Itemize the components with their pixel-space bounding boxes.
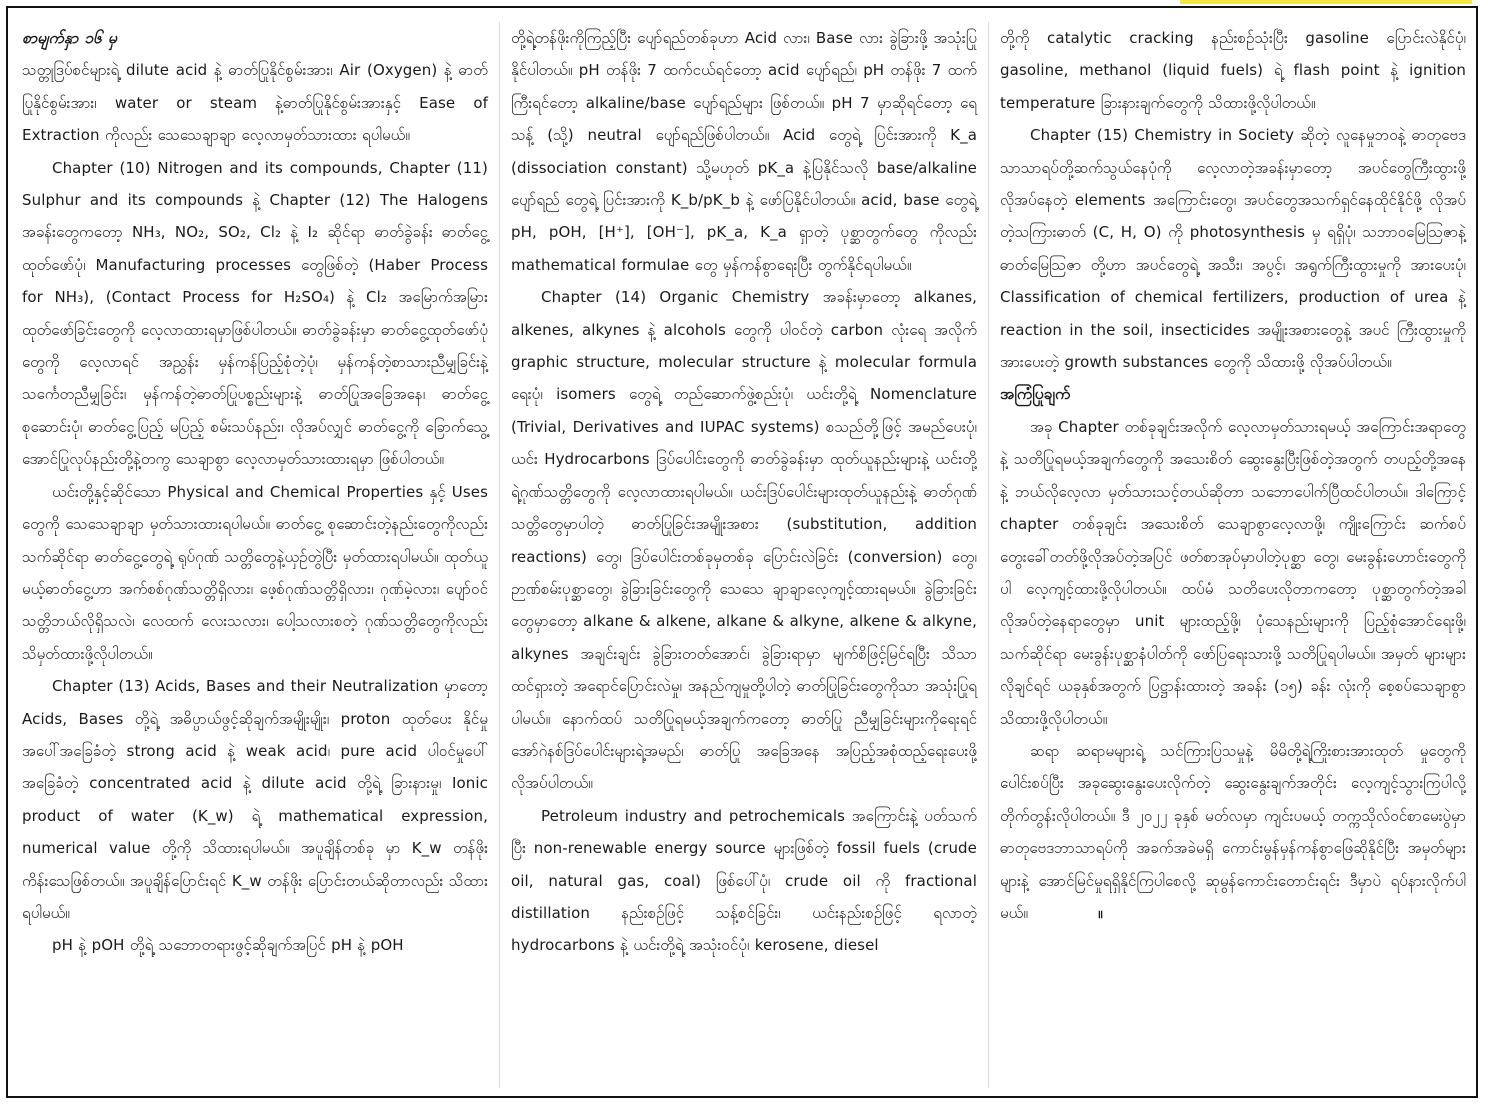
section-heading: အကြံပြုချက် <box>1000 385 1071 404</box>
column-divider-2 <box>988 22 989 1088</box>
paragraph: ယင်းတို့နှင့်ဆိုင်သော Physical and Chemical Properties နှင့် Uses တွေကို သေသေချာချာ မှတ်သားထားရပါမယ်။ ဓာတ်ငွေ့ စုဆောင်းတဲ့နည်းတွေကိုလည်း သက်ဆိုင်ရာ ဓာတ်ငွေ့တွေရဲ့ ရုပ်ဂုဏ် သတ္တိတွေနဲ့ယှဉ်တွဲပြီး မှတ်ထားရပါမယ်။ ထုတ်ယူမယ့်ဓာတ်ငွေ့ဟာ အက်စစ်ဂုဏ်သတ္တိရှိလား၊ ဖေ့စ်ဂုဏ်သတ္တိရှိလား၊ ဂုဏ်မဲ့လား၊ ပျော်ဝင် သတ္တိဘယ်လိုရှိသလဲ၊ လေထက် လေးသလား၊ ပေါ့သလားစတဲ့ ဂုဏ်သတ္တိတွေကိုလည်း သိမှတ်ထားဖို့လိုပါတယ်။ <box>22 482 488 663</box>
paragraph: သတ္တုဒြပ်စင်များရဲ့ dilute acid နဲ့ ဓာတ်ပြုနိုင်စွမ်းအား၊ Air (Oxygen) နဲ့ ဓာတ်ပြုနိုင်စွမ်းအား၊ water or steam နဲ့ဓာတ်ပြုနိုင်စွမ်းအားနှင့် Ease of Extraction ကိုလည်း သေသေချာချာ လေ့လာမှတ်သားထား ရပါမယ်။ <box>22 61 488 145</box>
column-divider-1 <box>499 22 500 1088</box>
paragraph-text: ဆရာ ဆရာမများရဲ့ သင်ကြားပြသမှုနဲ့ မိမိတို့ရဲ့ကြိုးစားအားထုတ် မှုတွေကို ပေါင်းစပ်ပြီး အခုဆွေးနွေးပေးလိုက်တဲ့ ဆွေးနွေးချက်အတိုင်း လေ့ကျင့်သွားကြပါလို့ တိုက်တွန်းလိုပါတယ်။ ဒီ ၂၀၂၂ ခုနှစ် မတ်လမှာ ကျင်းပမယ့် တက္ကသိုလ်ဝင်စာမေးပွဲမှာ ဓာတုဗေဒဘာသာရပ်ကို အခက်အခဲမရှိ ကောင်းမွန်မှန်ကန်စွာဖြေဆိုနိုင်ပြီး အမှတ်များများနဲ့ အောင်မြင်မှုရရှိနိုင်ကြပါစေလို့ ဆုမွန်ကောင်းတောင်းရင်း ဒီမှာပဲ ရပ်နားလိုက်ပါမယ်။ <box>1000 741 1466 922</box>
paragraph: Chapter (10) Nitrogen and its compounds, Chapter (11) Sulphur and its compounds နဲ့ Chapter (12) The Halogens အခန်းတွေကတော့ NH₃, NO₂, SO₂, Cl₂ နဲ့ I₂ ဆိုင်ရာ ဓာတ်ခွဲခန်း ဓာတ်ငွေ့ထုတ်ဖော်ပုံ၊ Manufacturing processes တွေဖြစ်တဲ့ (Haber Process for NH₃), (Contact Process for H₂SO₄) နဲ့ Cl₂ အမြောက်အမြား ထုတ်ဖော်ခြင်းတွေကို လေ့လာထားရမှာဖြစ်ပါတယ်။ ဓာတ်ခွဲခန်းမှာ ဓာတ်ငွေ့ထုတ်ဖော်ပုံတွေကို လေ့လာရင် အညွှန်း မှန်ကန်ပြည့်စုံတဲ့ပုံ၊ မှန်ကန်တဲ့စာသားညီမျှခြင်းနဲ့ သင်္ကေတညီမျှခြင်း၊ မှန်ကန်တဲ့ဓာတ်ပြုပစ္စည်းများနဲ့ ဓာတ်ပြုအခြေအနေ၊ ဓာတ်ငွေ့ စုဆောင်းပုံ၊ ဓာတ်ငွေ့ပြည့် မပြည့် စမ်းသပ်နည်း၊ လိုအပ်လျှင် ဓာတ်ငွေ့ကို ခြောက်သွေ့အောင်ပြုလုပ်နည်းတို့နဲ့တကွ သေချာစွာ လေ့လာမှတ်သားထားရမှာ ဖြစ်ပါတယ်။ <box>22 158 488 469</box>
paragraph: တို့ရဲ့တန်ဖိုးကိုကြည့်ပြီး ပျော်ရည်တစ်ခုဟာ Acid လား၊ Base လား ခွဲခြားဖို့ အသုံးပြုနိုင်ပါတယ်။ pH တန်ဖိုး 7 ထက်ငယ်ရင်တော့ acid ပျော်ရည်၊ pH တန်ဖိုး 7 ထက် ကြီးရင်တော့ alkaline/base ပျော်ရည်များ ဖြစ်တယ်။ pH 7 မှာဆိုရင်တော့ ရေသန့် (သို့) neutral ပျော်ရည်ဖြစ်ပါတယ်။ Acid တွေရဲ့ ပြင်းအားကို K_a (dissociation constant) သို့မဟုတ် pK_a နဲ့ပြနိုင်သလို base/alkaline ပျော်ရည် တွေရဲ့ ပြင်းအားကို K_b/pK_b နဲ့ ဖော်ပြနိုင်ပါတယ်။ acid, base တွေရဲ့ pH, pOH, [H⁺], [OH⁻], pK_a, K_a ရှာတဲ့ ပုစ္ဆာတွက်တွေ ကိုလည်း mathematical formulae တွေ မှန်ကန်စွာရေးပြီး တွက်နိုင်ရပါမယ်။ <box>511 29 977 274</box>
column-2 <box>511 22 977 962</box>
end-mark: ။ <box>1097 903 1103 922</box>
paragraph: တို့ကို catalytic cracking နည်းစဉ်သုံးပြီး gasoline ပြောင်းလဲနိုင်ပုံ၊ gasoline, methanol (liquid fuels) ရဲ့ flash point နဲ့ ignition temperature ခြားနားချက်တွေကို သိထားဖို့လိုပါတယ်။ <box>1000 29 1466 112</box>
top-accent-bar <box>1180 0 1472 4</box>
paragraph: Chapter (15) Chemistry in Society ဆိုတဲ့ လူနေမှုဘဝနဲ့ ဓာတုဗေဒသာသာရပ်တို့ဆက်သွယ်နေပုံကို လေ့လာတဲ့အခန်းမှာတော့ အပင်တွေကြီးထွားဖို့ လိုအပ်နေတဲ့ elements အကြောင်းတွေ၊ အပင်တွေအသက်ရှင်နေထိုင်နိုင်ဖို့ လိုအပ်တဲ့သကြားဓာတ် (C, H, O) ကို photosynthesis မှ ရရှိပုံ၊ သဘာဝမြေဩဇာနဲ့ ဓာတ်မြေဩဇာ တို့ဟာ အပင်တွေရဲ့ အသီး၊ အပွင့်၊ အရွက်ကြီးထွားမှုကို အားပေးပုံ၊ Classification of chemical fertilizers, production of urea နဲ့ reaction in the soil, insecticides အမျိုးအစားတွေနဲ့ အပင် ကြီးထွားမှုကို အားပေးတဲ့ growth substances တွေကို သိထားဖို့ လိုအပ်ပါတယ်။ <box>1000 126 1466 372</box>
paragraph <box>1000 735 1466 929</box>
continued-from-label: စာမျက်နှာ ၁၆ မှ <box>22 29 117 47</box>
paragraph: Chapter (14) Organic Chemistry အခန်းမှာတော့ alkanes, alkenes, alkynes နဲ့ alcohols တွေကို ပါဝင်တဲ့ carbon လုံးရေ အလိုက် graphic structure, molecular structure နဲ့ molecular formula ရေးပုံ၊ isomers တွေရဲ့ တည်ဆောက်ဖွဲ့စည်းပုံ၊ ယင်းတို့ရဲ့ Nomenclature (Trivial, Derivatives and IUPAC systems) စသည်တို့ဖြင့် အမည်ပေးပုံ၊ ယင်း Hydrocarbons ဒြပ်ပေါင်းတွေကို ဓာတ်ခွဲခန်းမှာ ထုတ်ယူနည်းများနဲ့ ယင်းတို့ရဲ့ဂုဏ်သတ္တိတွေကို လေ့လာထားရပါမယ်။ ယင်းဒြပ်ပေါင်းများထုတ်ယူနည်းနဲ့ ဓာတ်ဂုဏ် သတ္တိတွေမှာပါတဲ့ ဓာတ်ပြုခြင်းအမျိုးအစား (substitution, addition reactions) တွေ၊ ဒြပ်ပေါင်းတစ်ခုမှတစ်ခု ပြောင်းလဲခြင်း (conversion) တွေ၊ ဉာဏ်စမ်းပုစ္ဆာတွေ၊ ခွဲခြားခြင်းတွေကို သေသေ ချာချာလေ့ကျင့်ထားရမယ်။ ခွဲခြားခြင်းတွေမှာတော့ alkane & alkene, alkane & alkyne, alkene & alkyne, alkynes အချင်းချင်း ခွဲခြားတတ်အောင်၊ ခွဲခြားရာမှာ မျက်စိဖြင့်မြင်ရပြီး သိသာထင်ရှားတဲ့ အရောင်ပြောင်းလဲမှု၊ အနည်ကျမှုတို့ပါတဲ့ ဓာတ်ပြုခြင်းတွေကိုသာ အသုံးပြုရပါမယ်။ နောက်ထပ် သတိပြုရမယ့်အချက်ကတော့ ဓာတ်ပြု ညီမျှခြင်းများကိုရေးရင် အော်ဂဲနစ်ဒြပ်ပေါင်းများရဲ့အမည်၊ ဓာတ်ပြု အခြေအနေ အပြည့်အစုံထည့်ရေးပေးဖို့ လိုအပ်ပါတယ်။ <box>511 288 977 793</box>
paragraph: pH နဲ့ pOH တို့ရဲ့ သဘောတရားဖွင့်ဆိုချက်အပြင် pH နဲ့ pOH <box>52 936 404 955</box>
paragraph: အခု Chapter တစ်ခုချင်းအလိုက် လေ့လာမှတ်သားရမယ့် အကြောင်းအရာတွေနဲ့ သတိပြုရမယ့်အချက်တွေကို အသေးစိတ် ဆွေးနွေးပြီးဖြစ်တဲ့အတွက် တပည့်တို့အနေနဲ့ ဘယ်လိုလေ့လာ မှတ်သားသင့်တယ်ဆိုတာ သဘောပေါက်ပြီထင်ပါတယ်။ ဒါကြောင့် chapter တစ်ခုချင်း အသေးစိတ် သေချာစွာလေ့လာဖို့၊ ကျိုးကြောင်း ဆက်စပ်တွေးခေါ်တတ်ဖို့လိုအပ်တဲ့အပြင် ဖတ်စာအုပ်မှာပါတဲ့ပုစ္ဆာ တွေ၊ မေးခွန်းဟောင်းတွေကိုပါ လေ့ကျင့်ထားဖို့လိုပါတယ်။ ထပ်မံ သတိပေးလိုတာကတော့ ပုစ္ဆာတွက်တဲ့အခါ လိုအပ်တဲ့နေရာတွေမှာ unit များထည့်ဖို့၊ ပုံသေနည်းများကို ပြည့်စုံအောင်ရေးဖို့၊ သက်ဆိုင်ရာ မေးခွန်းပုစ္ဆာနံပါတ်ကို ဖော်ပြရေးသားဖို့ သတိပြုရပါမယ်။ အမှတ် များများလိုချင်ရင် ယခုနှစ်အတွက် ပြဋ္ဌာန်းထားတဲ့ အခန်း (၁၅) ခန်း လုံးကို စေ့စပ်သေချာစွာ သိထားဖို့လိုပါတယ်။ <box>1000 417 1466 728</box>
paragraph: Petroleum industry and petrochemicals အကြောင်းနဲ့ ပတ်သက်ပြီး non-renewable energy source များဖြစ်တဲ့ fossil fuels (crude oil, natural gas, coal) ဖြစ်ပေါ်ပုံ၊ crude oil ကို fractional distillation နည်းစဉ်ဖြင့် သန့်စင်ခြင်း၊ ယင်းနည်းစဉ်ဖြင့် ရလာတဲ့ hydrocarbons နဲ့ ယင်းတို့ရဲ့ အသုံးဝင်ပုံ၊ kerosene, diesel <box>511 806 977 955</box>
column-3 <box>1000 22 1466 929</box>
column-1 <box>22 22 488 962</box>
paragraph: Chapter (13) Acids, Bases and their Neutralization မှာတော့ Acids, Bases တို့ရဲ့ အဓိပ္ပာယ်ဖွင့်ဆိုချက်အမျိုးမျိုး၊ proton ထုတ်ပေး နိုင်မှုအပေါ်အခြေခံတဲ့ strong acid နဲ့ weak acid၊ pure acid ပါဝင်မှုပေါ်အခြေခံတဲ့ concentrated acid နဲ့ dilute acid တို့ရဲ့ ခြားနားမှု၊ Ionic product of water (K_w) ရဲ့ mathematical expression, numerical value တို့ကို သိထားရပါမယ်။ အပူချိန်တစ်ခု မှာ K_w တန်ဖိုး ကိန်းသေဖြစ်တယ်။ အပူချိန်ပြောင်းရင် K_w တန်ဖိုး ပြောင်းတယ်ဆိုတာလည်း သိထားရပါမယ်။ <box>22 677 488 922</box>
